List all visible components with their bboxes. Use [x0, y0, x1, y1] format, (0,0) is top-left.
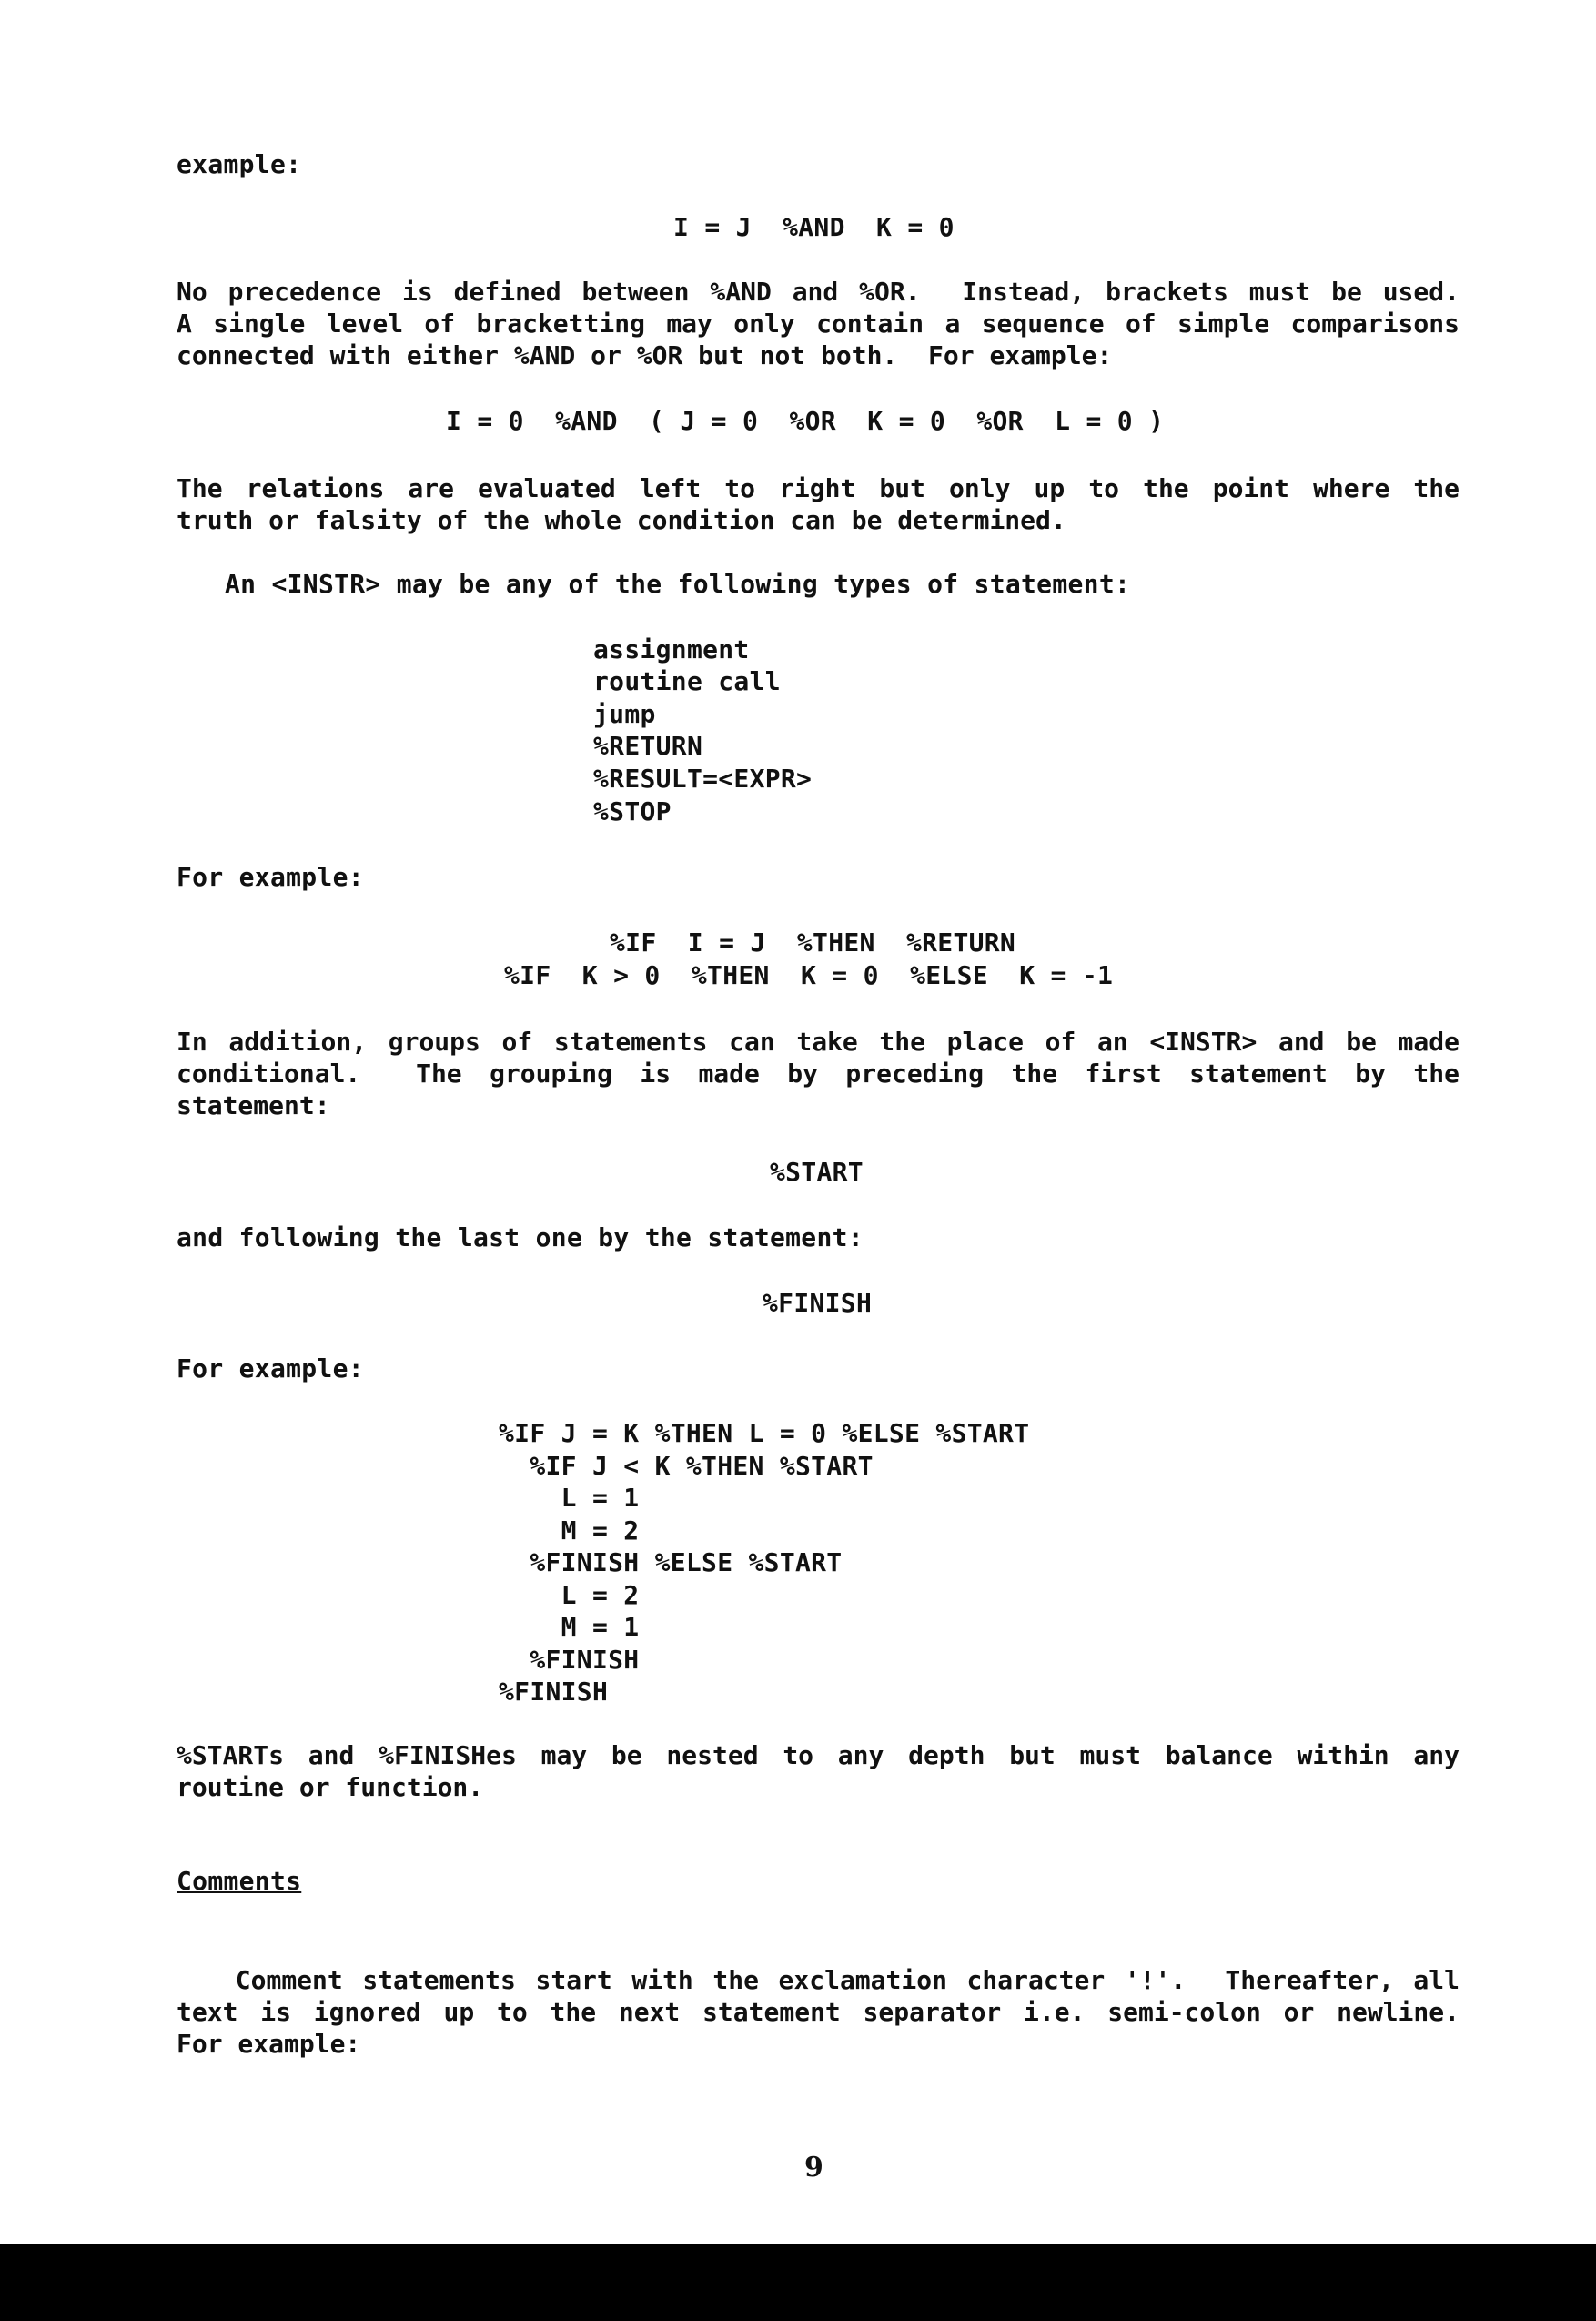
instr-type-item: %STOP	[593, 796, 672, 826]
text-line: No precedence is defined between %AND and %OR. Instead, brackets must be used.	[177, 277, 1460, 307]
paragraph-precedence	[177, 276, 1460, 371]
code-example-if-line: %IF K > 0 %THEN K = 0 %ELSE K = -1	[504, 960, 1114, 990]
text-line: In addition, groups of statements can take the place of an <INSTR> and be made	[177, 1027, 1460, 1057]
code-nested-line: M = 1	[499, 1612, 640, 1642]
instr-type-item: %RESULT=<EXPR>	[593, 764, 813, 794]
text-line: A single level of bracketting may only contain a sequence of simple comparisons	[177, 309, 1460, 339]
code-nested-line: %FINISH	[499, 1645, 640, 1675]
text-line: text is ignored up to the next statement separator i.e. semi-colon or newline.	[177, 1997, 1460, 2027]
paragraph-comments	[177, 1964, 1460, 2060]
code-nested-line: %FINISH %ELSE %START	[499, 1547, 843, 1577]
text-line: routine or function.	[177, 1772, 484, 1802]
text-line: Comment statements start with the exclamation character '!'. Thereafter, all	[177, 1965, 1460, 1995]
code-nested-line: L = 1	[499, 1483, 640, 1513]
finish-keyword: %FINISH	[763, 1288, 873, 1318]
instr-type-item: %RETURN	[593, 731, 703, 761]
for-example-label: For example:	[177, 1353, 364, 1383]
section-heading-comments: Comments	[177, 1866, 302, 1896]
instr-type-item: assignment	[593, 634, 750, 664]
text-line: %STARTs and %FINISHes may be nested to any depth but must balance within any	[177, 1740, 1460, 1770]
text-line: statement:	[177, 1090, 330, 1120]
text-line: conditional. The grouping is made by preceding the first statement by the	[177, 1059, 1460, 1089]
text-line: For example:	[177, 2029, 361, 2059]
paragraph-instr-intro: An <INSTR> may be any of the following types of statement:	[225, 569, 1131, 599]
text-line: The relations are evaluated left to right but only up to the point where the	[177, 473, 1460, 503]
code-example-brackets: I = 0 %AND ( J = 0 %OR K = 0 %OR L = 0 )	[446, 406, 1165, 436]
code-nested-line: %IF J = K %THEN L = 0 %ELSE %START	[499, 1418, 1030, 1448]
scan-bottom-edge	[0, 2244, 1596, 2321]
paragraph-grouping	[177, 1026, 1460, 1121]
code-nested-line: %IF J < K %THEN %START	[499, 1451, 874, 1481]
paragraph-evaluation	[177, 472, 1460, 536]
paragraph-following: and following the last one by the statement:	[177, 1222, 864, 1252]
instr-type-item: jump	[593, 699, 656, 729]
code-nested-line: %FINISH	[499, 1677, 609, 1707]
paragraph-nesting	[177, 1739, 1460, 1803]
text-line: connected with either %AND or %OR but not both. For example:	[177, 340, 1113, 370]
start-keyword: %START	[770, 1157, 864, 1187]
example-label: example:	[177, 149, 302, 179]
code-nested-line: M = 2	[499, 1515, 640, 1546]
text-line: truth or falsity of the whole condition can be determined.	[177, 505, 1066, 535]
for-example-label: For example:	[177, 862, 364, 892]
code-example-if-line: %IF I = J %THEN %RETURN	[610, 927, 1016, 958]
instr-type-item: routine call	[593, 666, 781, 696]
code-nested-line: L = 2	[499, 1580, 640, 1610]
page-number: 9	[804, 2152, 824, 2184]
code-example-and: I = J %AND K = 0	[673, 212, 955, 242]
